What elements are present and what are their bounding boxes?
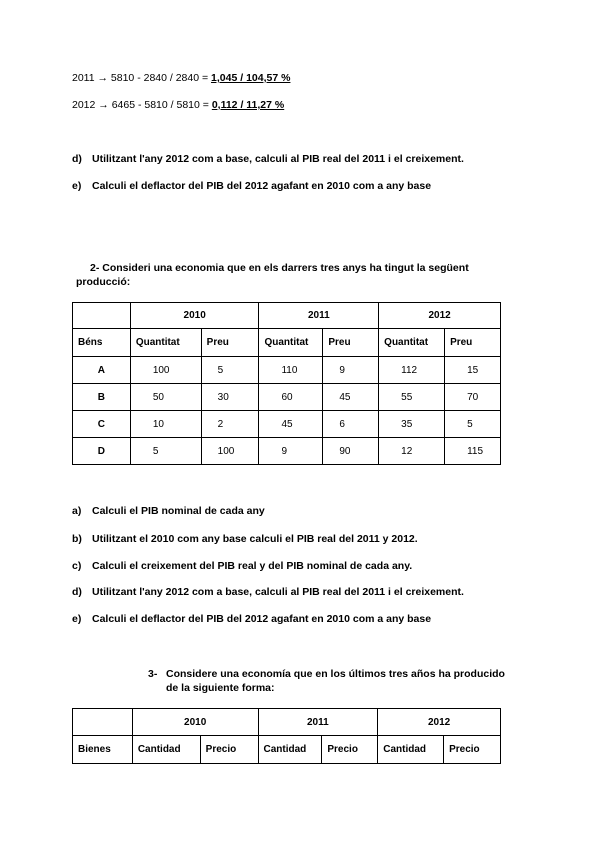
quantity-header: Quantitat bbox=[379, 329, 445, 357]
cell: 70 bbox=[445, 384, 501, 411]
question-label: d) bbox=[72, 586, 82, 598]
year-header: 2012 bbox=[379, 303, 501, 329]
good-name: D bbox=[73, 438, 131, 465]
question-a bbox=[72, 505, 265, 517]
question-label: e) bbox=[72, 613, 82, 625]
cell: 6 bbox=[323, 411, 379, 438]
cell: 55 bbox=[379, 384, 445, 411]
cell: 9 bbox=[259, 438, 323, 465]
cell: 10 bbox=[130, 411, 201, 438]
question-label: c) bbox=[72, 560, 82, 572]
question-label: b) bbox=[72, 533, 82, 545]
cell: 9 bbox=[323, 357, 379, 384]
cell: 5 bbox=[445, 411, 501, 438]
table-row bbox=[73, 411, 501, 438]
quantity-header: Cantidad bbox=[378, 736, 444, 764]
year-header: 2011 bbox=[259, 303, 379, 329]
quantity-header: Quantitat bbox=[130, 329, 201, 357]
cell: 35 bbox=[379, 411, 445, 438]
question-text: Calculi el PIB nominal de cada any bbox=[92, 505, 265, 517]
question-c bbox=[72, 560, 412, 572]
question-text: Calculi el deflactor del PIB del 2012 agafant en 2010 com a any base bbox=[92, 180, 432, 192]
production-table-2 bbox=[72, 302, 501, 465]
calc-result: 1,045 / 104,57 % bbox=[211, 72, 291, 84]
goods-header: Béns bbox=[73, 329, 131, 357]
question-text: Calculi el creixement del PIB real y del PIB nominal de cada any. bbox=[92, 560, 413, 572]
cell: 100 bbox=[130, 357, 201, 384]
quantity-header: Cantidad bbox=[132, 736, 200, 764]
section2-title-line1: 2- Consideri una economia que en els darrers tres anys ha tingut la següent bbox=[90, 262, 469, 274]
section2-title-line2: producció: bbox=[76, 276, 131, 288]
price-header: Preu bbox=[323, 329, 379, 357]
price-header: Precio bbox=[200, 736, 258, 764]
cell: 90 bbox=[323, 438, 379, 465]
cell: 30 bbox=[201, 384, 259, 411]
cell: 12 bbox=[379, 438, 445, 465]
question-label: e) bbox=[72, 180, 82, 192]
question-e bbox=[72, 613, 431, 625]
header-empty bbox=[73, 303, 131, 329]
question-d-top bbox=[72, 153, 464, 165]
cell: 45 bbox=[259, 411, 323, 438]
cell: 15 bbox=[445, 357, 501, 384]
cell: 45 bbox=[323, 384, 379, 411]
year-header: 2010 bbox=[130, 303, 259, 329]
question-d bbox=[72, 586, 464, 598]
section3-title-line1: Considere una economía que en los últimos tres años ha producido bbox=[166, 668, 505, 680]
section3-title-line2: de la siguiente forma: bbox=[166, 682, 275, 694]
cell: 5 bbox=[201, 357, 259, 384]
quantity-header: Cantidad bbox=[258, 736, 322, 764]
price-header: Preu bbox=[201, 329, 259, 357]
cell: 2 bbox=[201, 411, 259, 438]
year-header: 2012 bbox=[378, 709, 501, 736]
question-b bbox=[72, 533, 418, 545]
price-header: Precio bbox=[444, 736, 501, 764]
question-label: a) bbox=[72, 505, 82, 517]
header-empty bbox=[73, 709, 133, 736]
cell: 110 bbox=[259, 357, 323, 384]
good-name: A bbox=[73, 357, 131, 384]
table-row bbox=[73, 384, 501, 411]
price-header: Preu bbox=[445, 329, 501, 357]
calc-line-2011 bbox=[72, 72, 290, 84]
calc-expression: 2012 → 6465 - 5810 / 5810 = bbox=[72, 99, 212, 111]
question-text: Utilitzant el 2010 com any base calculi el PIB real del 2011 y 2012. bbox=[92, 533, 418, 545]
good-name: C bbox=[73, 411, 131, 438]
cell: 112 bbox=[379, 357, 445, 384]
good-name: B bbox=[73, 384, 131, 411]
table-row bbox=[73, 438, 501, 465]
cell: 100 bbox=[201, 438, 259, 465]
year-header: 2010 bbox=[132, 709, 258, 736]
question-text: Calculi el deflactor del PIB del 2012 agafant en 2010 com a any base bbox=[92, 613, 432, 625]
cell: 50 bbox=[130, 384, 201, 411]
goods-header: Bienes bbox=[73, 736, 133, 764]
quantity-header: Quantitat bbox=[259, 329, 323, 357]
calc-result: 0,112 / 11,27 % bbox=[211, 99, 285, 111]
price-header: Precio bbox=[322, 736, 378, 764]
table-row bbox=[73, 357, 501, 384]
question-e-top bbox=[72, 180, 431, 192]
cell: 115 bbox=[445, 438, 501, 465]
cell: 60 bbox=[259, 384, 323, 411]
calc-line-2012 bbox=[72, 99, 284, 111]
question-label: d) bbox=[72, 153, 82, 165]
section2-title bbox=[76, 261, 469, 289]
production-table-3 bbox=[72, 708, 501, 764]
section3-number: 3- bbox=[148, 668, 158, 680]
calc-expression: 2011 → 5810 - 2840 / 2840 = bbox=[72, 72, 212, 84]
question-text: Utilitzant l'any 2012 com a base, calculi al PIB real del 2011 i el creixement. bbox=[92, 586, 464, 598]
question-text: Utilitzant l'any 2012 com a base, calculi al PIB real del 2011 i el creixement. bbox=[92, 153, 464, 165]
year-header: 2011 bbox=[258, 709, 378, 736]
section3-title bbox=[148, 667, 505, 695]
cell: 5 bbox=[130, 438, 201, 465]
